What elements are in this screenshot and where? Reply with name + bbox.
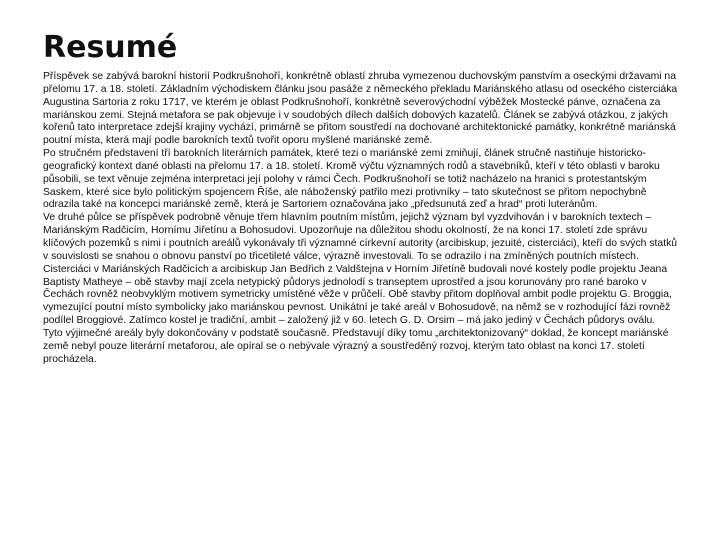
body-paragraph: Ve druhé půlce se příspěvek podrobně věnuje třem hlavním poutním místům, jejichž význam byl vyzdvihován i v barokních textech – Mariánským Radčicím, Hornímu Jiřetínu a Bohosudovi. Upozorňuje na důležitou shodu okolností, že na konci 17. století zde správu klíčových pozemků s nimi i poutních areálů vykonávaly tři významné církevní autority (arcibiskup, jezuité, cisterciáci), kteří do svých statků v souvislosti se snahou o obnovu panství po třicetileté válce, výrazně investovali. To se odrazilo i na zmíněných poutních místech. Cisterciáci v Mariánských Radčicích a arcibiskup Jan Bedřich z Valdštejna v Horním Jiřetíně budovali nové kostely podle projektu Jeana Baptisty Matheye – obě stavby mají zcela netypický půdorys jednolodí s transeptem uprostřed a jsou korunovány pro rané baroko v Čechách rovněž neobvyklým motivem symetricky umístěné věže v průčelí. Obě stavby přitom doplňoval ambit podle projektu G. Broggia, vymezující poutní místo symbolicky jako mariánskou pevnost. Unikátní je také areál v Bohosudově, na němž se v rozhodující fázi rovněž podílel Broggiové. Zatímco kostel je tradiční, ambit – založený již v 60. letech G. D. Orsim – má jako jediný v Čechách půdorys oválu.: [43, 212, 678, 327]
slide-title: Resumé: [43, 30, 178, 65]
body-paragraph: Tyto výjimečné areály byly dokončovány v podstatě současně. Představují díky tomu „architektonizovaný“ doklad, že koncept mariánské země nebyl pouze literární metaforou, ale opíral se o nebývale výrazný a soustředěný rozvoj, kterým tato oblast na konci 17. století procházela.: [43, 327, 669, 365]
slide-body: [43, 71, 683, 366]
body-paragraph: Příspěvek se zabývá barokní historií Podkrušnohoří, konkrétně oblastí zhruba vymezenou duchovským panstvím a oseckými državami na přelomu 17. a 18. století. Základním východiskem článku jsou pasáže z německého překladu Mariánského atlasu od oseckého cisterciáka Augustina Sartoria z roku 1717, ve kterém je oblast Podkrušnohoří, konkrétně severovýchodní výběžek Mostecké pánve, označena za mariánskou zemi. Stejná metafora se pak objevuje i v soudobých dílech dalších dobových kazatelů. Článek se zabývá otázkou, z jakých kořenů tato interpretace zdejší krajiny vychází, primárně se přitom soustředí na dochované architektonické památky, konkrétně mariánská poutní místa, která mají podle barokních textů tvořit oporu myšlené mariánské země.: [43, 71, 678, 147]
body-paragraph: Po stručném představení tří barokních literárních památek, které tezi o mariánské zemi zmiňují, článek stručně nastiňuje historicko-geografický kontext dané oblasti na přelomu 17. a 18. století. Kromě výčtu významných rodů a stavebníků, kteří v této oblasti v baroku působili, se text věnuje zejména interpretaci její polohy v rámci Čech. Podkrušnohoří se totiž nacházelo na hranici s protestantským Saskem, které sice bylo politickým spojencem Říše, ale náboženský patřilo mezi protivníky – tato skutečnost se přitom nepochybně odrazila také na koncepci mariánské země, která je Sartoriem označována jako „předsunutá zeď a hrad“ proti luteránům.: [43, 148, 660, 211]
